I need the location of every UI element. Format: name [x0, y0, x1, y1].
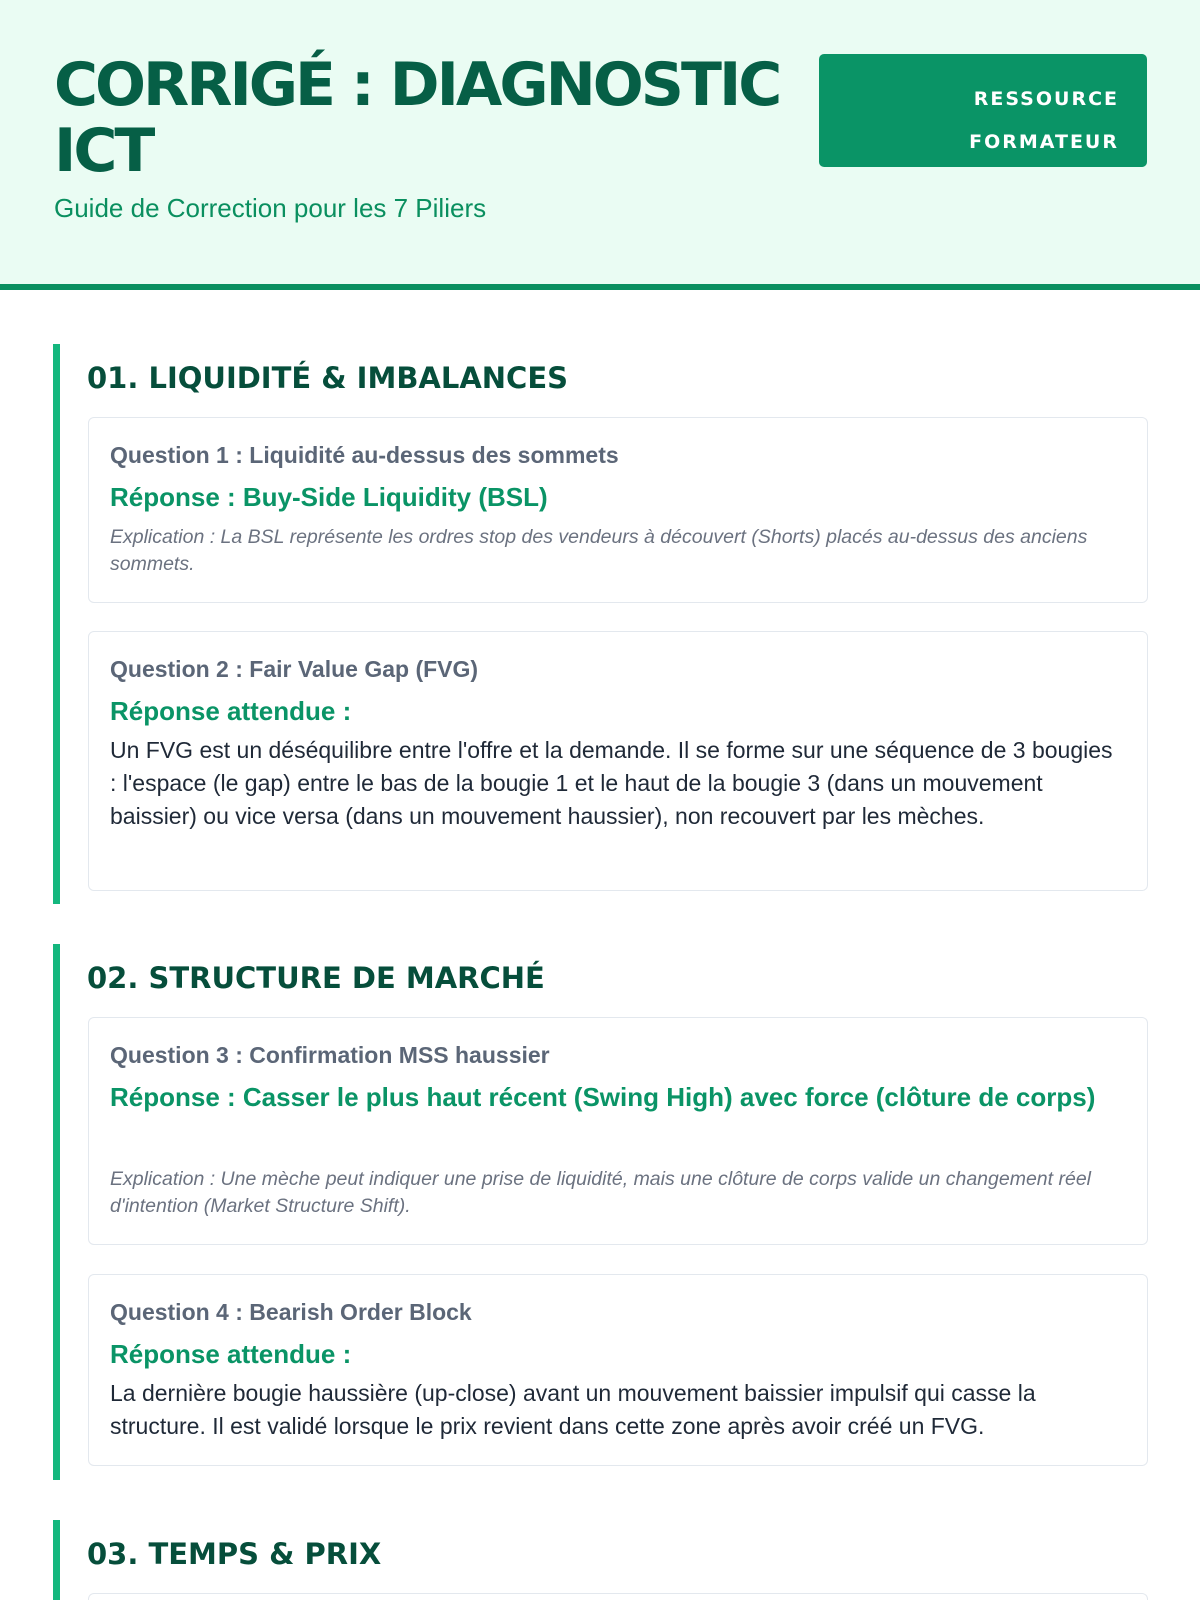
answer-text: Réponse : Buy-Side Liquidity (BSL) — [110, 482, 548, 512]
question-card-2 — [88, 631, 1148, 891]
resource-badge: RESSOURCE FORMATEUR — [819, 54, 1147, 167]
answer-text: Réponse : Casser le plus haut récent (Swing High) avec force (clôture de corps) — [110, 1082, 1096, 1112]
question-card-4 — [88, 1274, 1148, 1466]
page-title: CORRIGÉ : DIAGNOSTIC ICT — [54, 50, 780, 186]
answer-heading: Réponse attendue : — [110, 696, 352, 726]
section-time-price — [53, 1520, 1148, 1600]
section-title: 02. STRUCTURE DE MARCHÉ — [87, 961, 545, 995]
question-card-5 — [88, 1593, 1148, 1600]
question-card-1 — [88, 417, 1148, 603]
section-title: 01. LIQUIDITÉ & IMBALANCES — [87, 361, 569, 395]
question-label: Question 2 : Fair Value Gap (FVG) — [110, 656, 479, 682]
explanation-text: Explication : Une mèche peut indiquer une prise de liquidité, mais une clôture de corps valide un changement réel d'intention (Market Structure Shift). — [110, 1168, 1091, 1217]
answer-body: Un FVG est un déséquilibre entre l'offre et la demande. Il se forme sur une séquence de 3 bougies : l'espace (le gap) entre le bas de la bougie 1 et le haut de la bougie 3 (dans un mouvement baissier) ou vice versa (dans un mouvement haussier), non recouvert par les mèches. — [110, 737, 1113, 829]
question-label: Question 1 : Liquidité au-dessus des sommets — [110, 442, 619, 468]
page-header — [0, 0, 1200, 290]
answer-heading: Réponse attendue : — [110, 1339, 352, 1369]
section-market-structure — [53, 944, 1148, 1480]
section-title: 03. TEMPS & PRIX — [87, 1537, 382, 1571]
page-subtitle: Guide de Correction pour les 7 Piliers — [54, 193, 487, 223]
explanation-text: Explication : La BSL représente les ordres stop des vendeurs à découvert (Shorts) placés au-dessus des anciens sommets. — [110, 526, 1088, 575]
section-liquidity — [53, 344, 1148, 904]
question-label: Question 3 : Confirmation MSS haussier — [110, 1042, 550, 1068]
question-label: Question 4 : Bearish Order Block — [110, 1299, 472, 1325]
answer-body: La dernière bougie haussière (up-close) avant un mouvement baissier impulsif qui casse la structure. Il est validé lorsque le prix revient dans cette zone après avoir créé un FVG. — [110, 1380, 1036, 1439]
question-card-3 — [88, 1017, 1148, 1245]
